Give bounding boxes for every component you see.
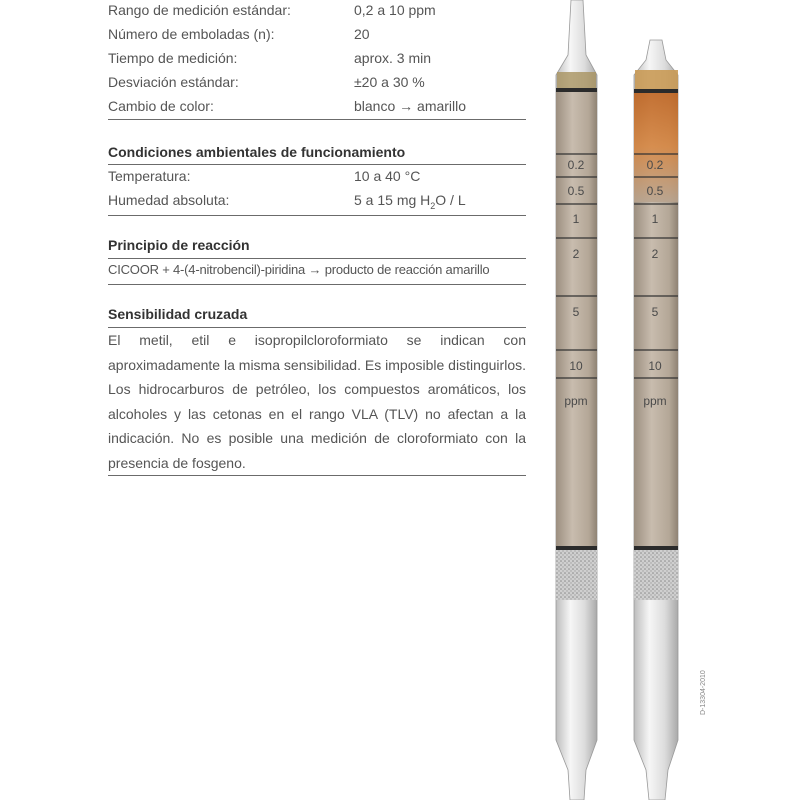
spec-value: aprox. 3 min [354,50,432,66]
condition-row [108,164,526,188]
spec-value: ±20 a 30 % [354,74,425,90]
spec-label: Número de emboladas (n): [108,26,275,42]
spec-label: Rango de medición estándar: [108,2,291,18]
scale-unit: ppm [564,394,588,408]
scale-unit: ppm [643,394,667,408]
condition-value: 10 a 40 °C [354,168,421,184]
spec-label: Cambio de color: [108,98,214,114]
scale-label: 0.2 [567,158,585,172]
scale-label: 5 [651,305,659,319]
spec-value: blanco → amarillo [354,98,467,114]
scale-label: 10 [569,359,583,373]
specs-table [108,0,526,118]
spec-label: Desviación estándar: [108,74,239,90]
spec-row [108,70,526,94]
spec-label: Tiempo de medición: [108,50,238,66]
spec-value: 20 [354,26,370,42]
spec-row [108,94,526,118]
reaction-text: CICOOR + 4-(4-nitrobencil)-piridina → producto de reacción amarillo [108,262,490,277]
divider [108,119,526,120]
divider [108,284,526,285]
condition-label: Humedad absoluta: [108,192,230,208]
spec-row [108,0,526,22]
scale-label: 1 [651,212,659,226]
scale-label: 2 [651,247,659,261]
condition-value: 5 a 15 mg $H_2O$ / L [354,192,466,211]
scale-label: 0.5 [646,184,664,198]
scale-label: 1 [572,212,580,226]
scale-label: 10 [648,359,662,373]
spec-value: 0,2 a 10 ppm [354,2,436,18]
image-code: D-13304-2010 [700,670,707,715]
scale-label: 0.2 [646,158,664,172]
scale-label: 0.5 [567,184,585,198]
divider [108,258,526,259]
spec-row [108,46,526,70]
reaction-heading: Principio de reacción [108,237,250,253]
cross-heading: Sensibilidad cruzada [108,306,248,322]
scale-label: 5 [572,305,580,319]
condition-row [108,188,526,212]
cross-paragraph: El metil, etil e isopropilcloroformiato se indican con aproximadamente la misma sensibilidad. Es imposible distinguirlos. Los hidrocarburos de petróleo, los compuestos aromáticos, los alcoholes y las cetonas en el rango VLA (TLV) no afectan a la indicación. No es posible una medición de cloroformiato con la presencia de fosgeno. [108,332,526,471]
condition-label: Temperatura: [108,168,191,184]
divider [108,215,526,216]
detector-tubes-image [540,0,700,800]
conditions-heading: Condiciones ambientales de funcionamiento [108,144,406,160]
conditions-table [108,164,526,212]
spec-row [108,22,526,46]
scale-label: 2 [572,247,580,261]
divider [108,475,526,476]
